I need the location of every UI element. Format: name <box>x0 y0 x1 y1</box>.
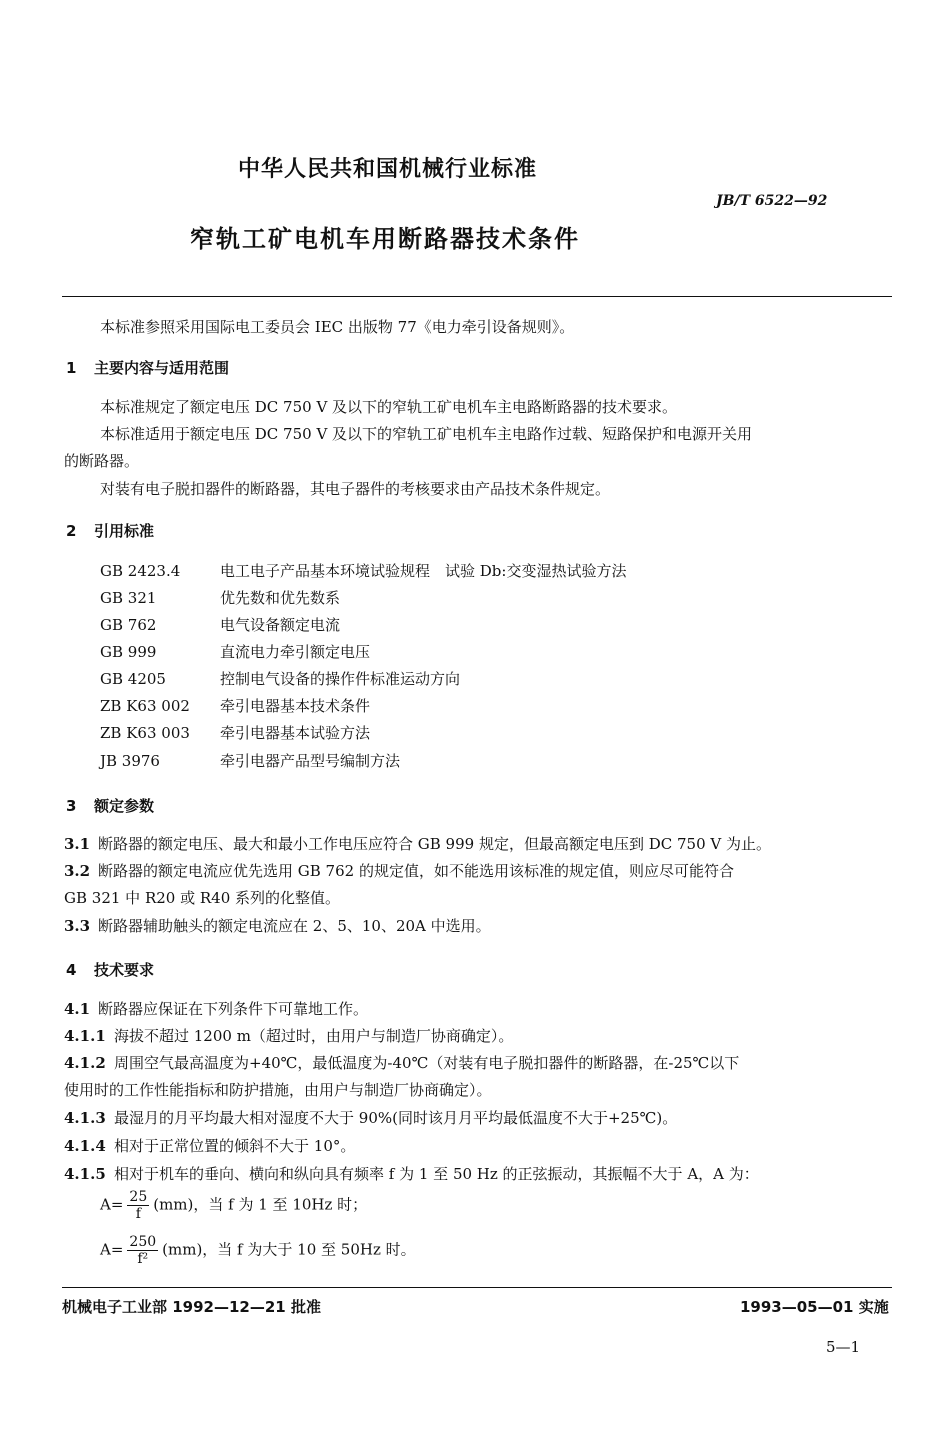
section-3-heading <box>66 795 154 816</box>
formula-lhs: A= <box>100 1240 124 1259</box>
clause-4-1-2-continued: 使用时的工作性能指标和防护措施，由用户与制造厂协商确定）。 <box>64 1081 492 1099</box>
ref-code: GB 2423.4 <box>100 562 181 580</box>
ref-code: GB 762 <box>100 616 157 634</box>
ref-code: JB 3976 <box>100 752 160 770</box>
section-1-paragraph-2-line-1: 本标准适用于额定电压 DC 750 V 及以下的窄轨工矿电机车主电路作过载、短路保护和电源开关用 <box>100 425 753 443</box>
clause-4-1-5 <box>64 1164 759 1184</box>
ref-title: 电气设备额定电流 <box>220 616 341 634</box>
effective-date-line: 1993—05—01 实施 <box>740 1298 889 1316</box>
section-1-paragraph-2-line-2: 的断路器。 <box>64 452 140 470</box>
ref-title: 优先数和优先数系 <box>220 589 341 607</box>
footer-rule <box>62 1287 892 1288</box>
standard-category-title: 中华人民共和国机械行业标准 <box>238 157 538 182</box>
clause-4-1 <box>64 999 368 1019</box>
clause-text: 周围空气最高温度为+40℃，最低温度为-40℃（对装有电子脱扣器件的断路器，在-25℃以下 <box>114 1054 740 1072</box>
approval-line: 机械电子工业部 1992—12—21 批准 <box>62 1298 321 1316</box>
header-rule <box>62 296 892 297</box>
ref-title: 牵引电器产品型号编制方法 <box>220 752 401 770</box>
clause-number: 4.1.4 <box>64 1137 106 1155</box>
standard-code: JB/T 6522—92 <box>716 193 828 209</box>
ref-title: 牵引电器基本技术条件 <box>220 697 371 715</box>
ref-code: GB 999 <box>100 643 157 661</box>
section-title: 引用标准 <box>94 522 155 540</box>
clause-text: 最湿月的月平均最大相对湿度不大于 90%(同时该月月平均最低温度不大于+25℃)。 <box>114 1109 678 1127</box>
section-4-heading <box>66 959 154 980</box>
clause-3-1 <box>64 834 771 854</box>
ref-title: 直流电力牵引额定电压 <box>220 643 371 661</box>
section-number: 1 <box>66 359 77 377</box>
clause-4-1-1 <box>64 1026 513 1046</box>
clause-text: 断路器的额定电压、最大和最小工作电压应符合 GB 999 规定，但最高额定电压到 DC 750 V 为止。 <box>98 835 771 853</box>
ref-code: ZB K63 002 <box>100 697 190 715</box>
section-number: 4 <box>66 961 77 979</box>
fraction <box>127 1189 149 1222</box>
formula-condition: (mm)，当 f 为大于 10 至 50Hz 时。 <box>162 1240 416 1259</box>
page-number: 5—1 <box>826 1338 861 1356</box>
intro-paragraph: 本标准参照采用国际电工委员会 IEC 出版物 77《电力牵引设备规则》。 <box>100 318 575 336</box>
clause-number: 4.1.5 <box>64 1165 106 1183</box>
section-title: 额定参数 <box>94 797 155 815</box>
clause-text: 断路器应保证在下列条件下可靠地工作。 <box>98 1000 369 1018</box>
clause-text: 相对于机车的垂向、横向和纵向具有频率 f 为 1 至 50 Hz 的正弦振动，其振幅不大于 A，A 为： <box>114 1165 759 1183</box>
section-title: 技术要求 <box>94 961 155 979</box>
clause-text: 海拔不超过 1200 m（超过时，由用户与制造厂协商确定）。 <box>114 1027 514 1045</box>
clause-text: 相对于正常位置的倾斜不大于 10°。 <box>114 1137 356 1155</box>
fraction-denominator: f <box>135 1206 141 1222</box>
ref-code: GB 4205 <box>100 670 166 688</box>
formula-condition: (mm)，当 f 为 1 至 10Hz 时； <box>153 1195 368 1214</box>
clause-number: 4.1.1 <box>64 1027 106 1045</box>
clause-number: 3.2 <box>64 862 91 880</box>
clause-3-2 <box>64 861 734 881</box>
section-number: 3 <box>66 797 77 815</box>
section-number: 2 <box>66 522 77 540</box>
fraction <box>127 1234 158 1267</box>
document-title: 窄轨工矿电机车用断路器技术条件 <box>190 225 580 253</box>
ref-title: 控制电气设备的操作件标准运动方向 <box>220 670 461 688</box>
section-2-heading <box>66 520 154 541</box>
clause-number: 3.3 <box>64 917 91 935</box>
ref-title: 牵引电器基本试验方法 <box>220 724 371 742</box>
section-1-heading <box>66 357 229 378</box>
fraction-denominator: f² <box>137 1251 149 1267</box>
section-1-paragraph-3: 对装有电子脱扣器件的断路器，其电子器件的考核要求由产品技术条件规定。 <box>100 480 611 498</box>
clause-4-1-4 <box>64 1136 355 1156</box>
formula-2 <box>100 1234 416 1267</box>
clause-number: 4.1 <box>64 1000 91 1018</box>
fraction-numerator: 250 <box>129 1234 157 1250</box>
clause-number: 3.1 <box>64 835 91 853</box>
clause-number: 4.1.2 <box>64 1054 106 1072</box>
clause-text: 断路器辅助触头的额定电流应在 2、5、10、20A 中选用。 <box>98 917 491 935</box>
section-title: 主要内容与适用范围 <box>94 359 230 377</box>
ref-title: 电工电子产品基本环境试验规程 试验 Db:交变湿热试验方法 <box>220 562 627 580</box>
clause-number: 4.1.3 <box>64 1109 106 1127</box>
clause-3-3 <box>64 916 491 936</box>
clause-4-1-2 <box>64 1053 739 1073</box>
ref-code: ZB K63 003 <box>100 724 190 742</box>
clause-text: 断路器的额定电流应优先选用 GB 762 的规定值，如不能选用该标准的规定值，则应尽可能符合 <box>98 862 734 880</box>
formula-lhs: A= <box>100 1195 124 1214</box>
ref-code: GB 321 <box>100 589 157 607</box>
fraction-numerator: 25 <box>129 1189 148 1205</box>
formula-1 <box>100 1189 367 1222</box>
clause-4-1-3 <box>64 1108 677 1128</box>
section-1-paragraph-1: 本标准规定了额定电压 DC 750 V 及以下的窄轨工矿电机车主电路断路器的技术要求。 <box>100 398 678 416</box>
clause-3-2-continued: GB 321 中 R20 或 R40 系列的化整值。 <box>64 889 341 907</box>
